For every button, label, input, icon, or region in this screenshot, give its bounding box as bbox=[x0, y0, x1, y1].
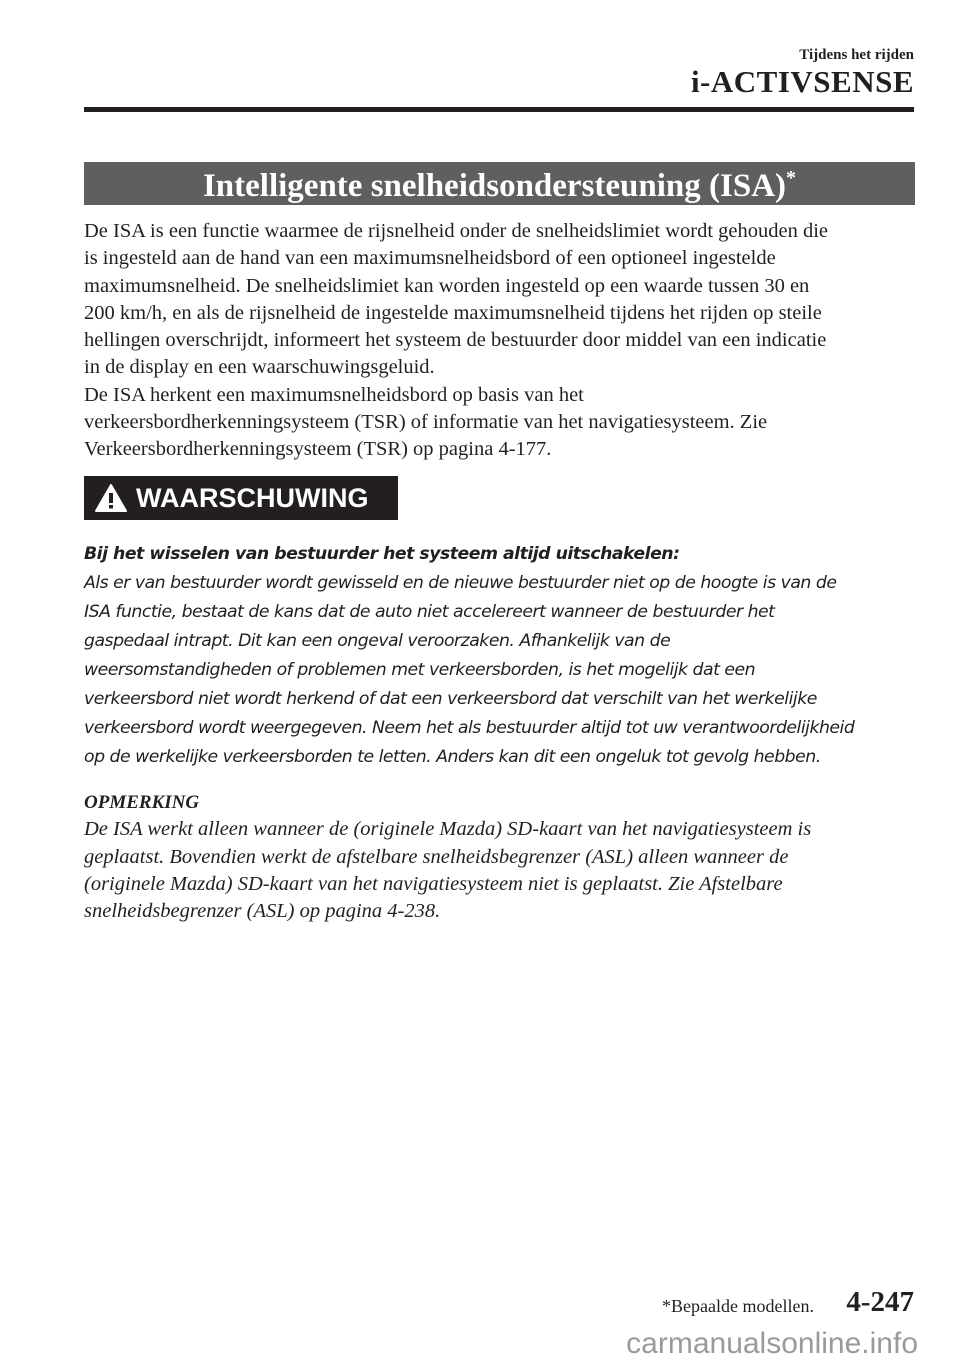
text-line: De ISA werkt alleen wanneer de (originele Mazda) SD-kaart van het navigatiesysteem is bbox=[84, 818, 812, 841]
text-line: in de display en een waarschuwingsgeluid. bbox=[84, 356, 435, 379]
note-section bbox=[84, 789, 924, 925]
warning-triangle-icon bbox=[94, 483, 128, 513]
intro-paragraph bbox=[84, 218, 924, 464]
text-line: Verkeersbordherkenningsysteem (TSR) op pagina 4-177. bbox=[84, 438, 552, 461]
warning-text bbox=[84, 540, 854, 772]
text-line: Als er van bestuurder wordt gewisseld en de nieuwe bestuurder niet op de hoogte is van de bbox=[84, 573, 837, 593]
warning-label-box bbox=[84, 476, 398, 520]
footnote: *Bepaalde modellen. bbox=[662, 1296, 814, 1316]
text-line: geplaatst. Bovendien werkt de afstelbare snelheidsbegrenzer (ASL) alleen wanneer de bbox=[84, 845, 789, 868]
footnote-marker: * bbox=[786, 167, 797, 189]
text-line: verkeersbord niet wordt herkend of dat een verkeersbord dat verschilt van het werkelijke bbox=[84, 689, 817, 709]
text-line: verkeersbordherkenningsysteem (TSR) of informatie van het navigatiesysteem. Zie bbox=[84, 411, 768, 434]
section-title: Intelligente snelheidsondersteuning (ISA) bbox=[202, 168, 787, 204]
section-name: Tijdens het rijden bbox=[799, 47, 914, 63]
warning-label: WAARSCHUWING bbox=[136, 483, 369, 513]
text-line: snelheidsbegrenzer (ASL) op pagina 4-238. bbox=[84, 900, 441, 923]
text-line: De ISA herkent een maximumsnelheidsbord op basis van het bbox=[84, 383, 584, 406]
note-heading: OPMERKING bbox=[84, 792, 200, 813]
section-title-bar bbox=[84, 162, 915, 205]
watermark: carmanualsonline.info bbox=[626, 1327, 918, 1360]
text-line: op de werkelijke verkeersborden te letten. Anders kan dit een ongeluk tot gevolg hebben. bbox=[84, 747, 821, 767]
chapter-title: i-ACTIVSENSE bbox=[690, 64, 914, 99]
text-line: hellingen overschrijdt, informeert het systeem de bestuurder door middel van een indicatie bbox=[84, 329, 827, 352]
text-line: De ISA is een functie waarmee de rijsnelheid onder de snelheidslimiet wordt gehouden die bbox=[84, 220, 829, 242]
text-line: 200 km/h, en als de rijsnelheid de ingestelde maximumsnelheid tijdens het rijden op steile bbox=[84, 301, 822, 324]
text-line: verkeersbord wordt weergegeven. Neem het als bestuurder altijd tot uw verantwoordelijkheid bbox=[84, 718, 855, 738]
text-line: maximumsnelheid. De snelheidslimiet kan worden ingesteld op een waarde tussen 30 en bbox=[84, 274, 810, 297]
header-rule bbox=[84, 107, 914, 112]
page-number: 4-247 bbox=[846, 1286, 914, 1318]
warning-heading: Bij het wisselen van bestuurder het systeem altijd uitschakelen: bbox=[84, 544, 680, 564]
text-line: weersomstandigheden of problemen met verkeersborden, is het mogelijk dat een bbox=[84, 660, 756, 680]
text-line: ISA functie, bestaat de kans dat de auto niet accelereert wanneer de bestuurder het bbox=[84, 602, 775, 622]
text-line: (originele Mazda) SD-kaart van het navigatiesysteem niet is geplaatst. Zie Afstelbare bbox=[84, 872, 783, 895]
text-line: gaspedaal intrapt. Dit kan een ongeval veroorzaken. Afhankelijk van de bbox=[84, 631, 671, 651]
text-line: is ingesteld aan de hand van een maximumsnelheidsbord of een optioneel ingestelde bbox=[84, 247, 776, 270]
